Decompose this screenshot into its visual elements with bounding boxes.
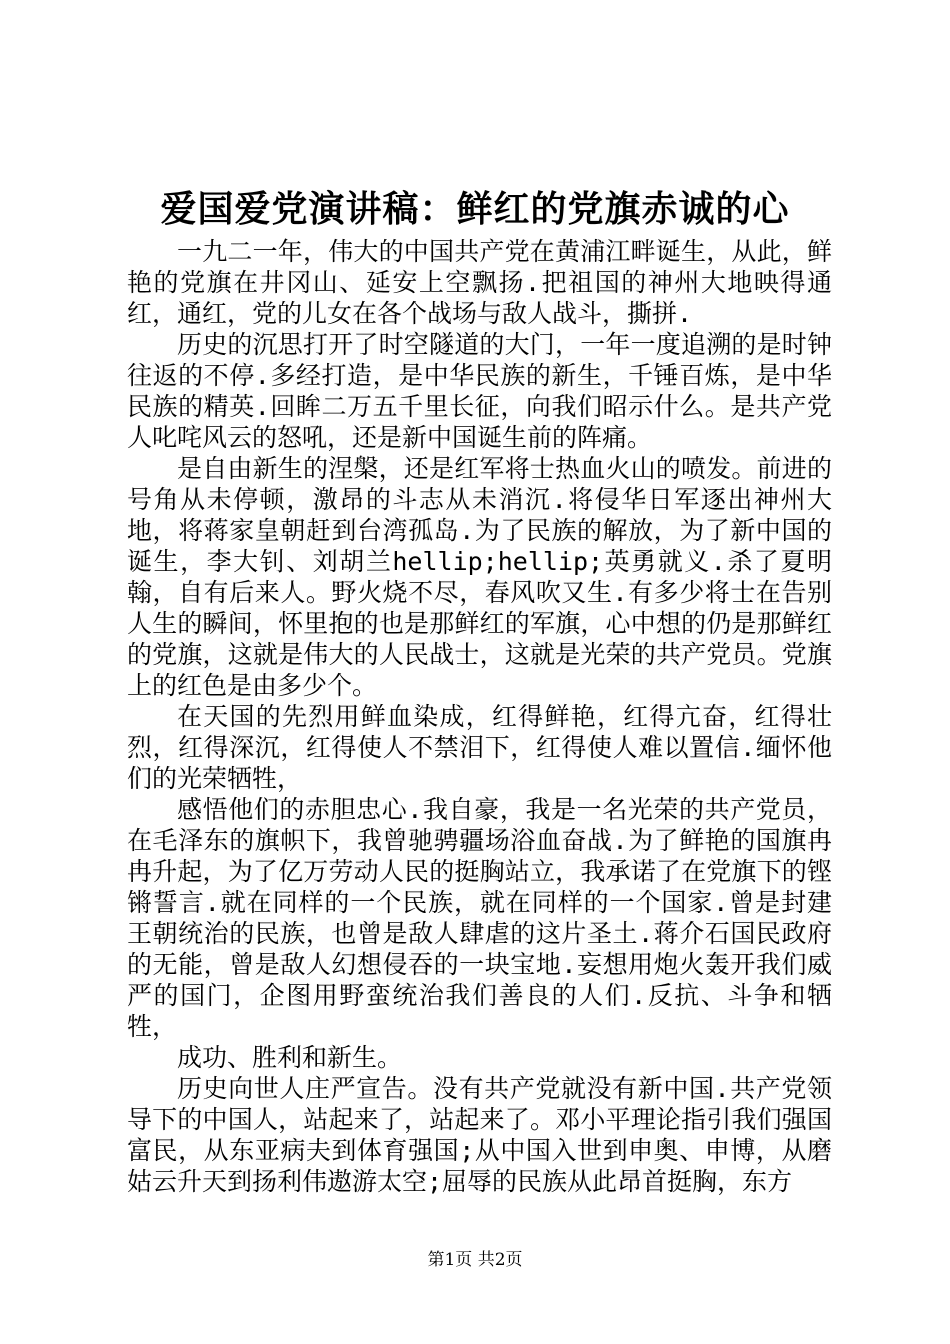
paragraph: 历史向世人庄严宣告。没有共产党就没有新中国.共产党领导下的中国人，站起来了，站起来了。邓小平理论指引我们强国富民，从东亚病夫到体育强国;从中国入世到申奥、申博，从磨姑云升天到扬利伟遨游太空;屈辱的民族从此昂首挺胸，东方 [127, 1074, 832, 1196]
document-title: 爱国爱党演讲稿：鲜红的党旗赤诚的心 [160, 188, 790, 230]
paragraph: 在天国的先烈用鲜血染成，红得鲜艳，红得亢奋，红得壮烈，红得深沉，红得使人不禁泪下，红得使人难以置信.缅怀他们的光荣牺牲， [127, 702, 832, 793]
paragraph: 成功、胜利和新生。 [177, 1043, 403, 1072]
paragraph: 感悟他们的赤胆忠心.我自豪，我是一名光荣的共产党员，在毛泽东的旗帜下，我曾驰骋疆场浴血奋战.为了鲜艳的国旗冉冉升起，为了亿万劳动人民的挺胸站立，我承诺了在党旗下的铿锵誓言.就在同样的一个民族，就在同样的一个国家.曾是封建王朝统治的民族，也曾是敌人肆虐的这片圣土.蒋介石国民政府的无能，曾是敌人幻想侵吞的一块宝地.妄想用炮火轰开我们威严的国门，企图用野蛮统治我们善良的人们.反抗、斗争和牺牲， [127, 795, 832, 1041]
paragraph: 是自由新生的涅槃，还是红军将士热血火山的喷发。前进的号角从未停顿，激昂的斗志从未消沉.将侵华日军逐出神州大地，将蒋家皇朝赶到台湾孤岛.为了民族的解放，为了新中国的诞生，李大钊、刘胡兰hellip;hellip;英勇就义.杀了夏明翰，自有后来人。野火烧不尽，春风吹又生.有多少将士在告别人生的瞬间，怀里抱的也是那鲜红的军旗，心中想的仍是那鲜红的党旗，这就是伟大的人民战士，这就是光荣的共产党员。党旗上的红色是由多少个。 [127, 454, 832, 700]
paragraph: 一九二一年，伟大的中国共产党在黄浦江畔诞生，从此，鲜艳的党旗在井冈山、延安上空飘扬.把祖国的神州大地映得通红，通红，党的儿女在各个战场与敌人战斗，撕拼. [127, 237, 832, 328]
paragraph: 历史的沉思打开了时空隧道的大门，一年一度追溯的是时钟往返的不停.多经打造，是中华民族的新生，千锤百炼，是中华民族的精英.回眸二万五千里长征，向我们昭示什么。是共产党人叱咤风云的怒吼，还是新中国诞生前的阵痛。 [127, 330, 832, 452]
document-body [127, 236, 832, 1197]
page-number-footer: 第1页 共2页 [427, 1250, 523, 1270]
